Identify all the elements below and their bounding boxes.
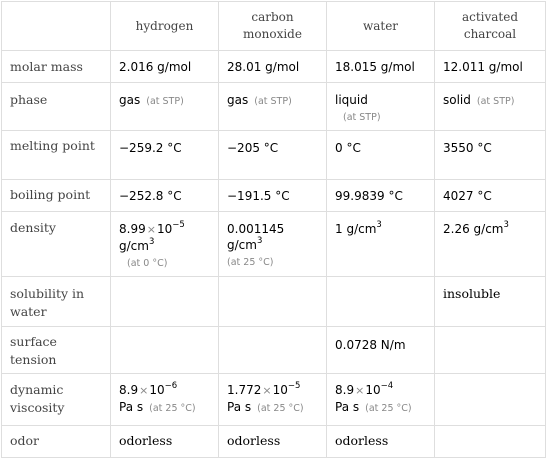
column-header-text: activated charcoal (461, 10, 519, 41)
cell-surface-tension-water: 0.0728 N/m (327, 327, 435, 374)
density-mantissa: 8.99 (119, 222, 146, 236)
density-unit: g/cm (346, 222, 377, 236)
phase-note: (at STP) (146, 96, 184, 107)
cell-surface-tension-hydrogen (111, 327, 219, 374)
column-header-hydrogen: hydrogen (111, 2, 219, 51)
table-row-melting-point (2, 131, 546, 180)
row-label-viscosity: dynamic viscosity (2, 374, 111, 426)
phase-note: (at STP) (254, 96, 292, 107)
viscosity-note: (at 25 °C) (257, 403, 304, 414)
viscosity-unit: Pa s (335, 400, 360, 414)
row-label-melting-point: melting point (2, 131, 111, 180)
density-unit-exponent: 3 (376, 220, 382, 230)
cell-phase-activated-charcoal (435, 83, 546, 131)
phase-value: solid (443, 93, 471, 107)
row-label-molar-mass: molar mass (2, 51, 111, 83)
density-note: (at 0 °C) (127, 258, 168, 269)
cell-boiling-point-carbon-monoxide: −191.5 °C (219, 180, 327, 212)
cell-molar-mass-water: 18.015 g/mol (327, 51, 435, 83)
density-exponent: −5 (172, 220, 185, 230)
row-label-density: density (2, 212, 111, 277)
viscosity-exponent: −5 (287, 381, 301, 391)
corner-cell (2, 2, 111, 51)
cell-surface-tension-carbon-monoxide (219, 327, 327, 374)
row-label-odor: odor (2, 426, 111, 458)
table-row-viscosity (2, 374, 546, 426)
cell-melting-point-hydrogen: −259.2 °C (111, 131, 219, 180)
table-row-surface-tension (2, 327, 546, 374)
cell-boiling-point-activated-charcoal: 4027 °C (435, 180, 546, 212)
cell-boiling-point-hydrogen: −252.8 °C (111, 180, 219, 212)
density-unit-exponent: 3 (148, 237, 155, 247)
viscosity-base: 10 (149, 383, 165, 397)
odor-value: odorless (335, 433, 389, 448)
cell-viscosity-water (327, 374, 435, 426)
cell-melting-point-carbon-monoxide: −205 °C (219, 131, 327, 180)
density-base: 10 (156, 222, 173, 236)
column-header-text: carbon monoxide (243, 10, 302, 41)
viscosity-unit: Pa s (119, 400, 144, 414)
cell-molar-mass-hydrogen: 2.016 g/mol (111, 51, 219, 83)
cell-odor-hydrogen (111, 426, 219, 458)
phase-value: gas (227, 93, 249, 107)
properties-table (1, 1, 546, 458)
table-row-boiling-point (2, 180, 546, 212)
odor-value: odorless (227, 433, 281, 448)
density-mantissa: 0.001145 (227, 222, 285, 236)
table-row-odor (2, 426, 546, 458)
viscosity-mantissa: 1.772 (227, 383, 262, 397)
cell-surface-tension-activated-charcoal (435, 327, 546, 374)
cell-density-carbon-monoxide (219, 212, 327, 277)
cell-phase-carbon-monoxide (219, 83, 327, 131)
cell-viscosity-carbon-monoxide (219, 374, 327, 426)
density-note: (at 25 °C) (227, 257, 274, 268)
solubility-value: insoluble (443, 286, 501, 301)
column-header-water: water (327, 2, 435, 51)
cell-odor-water (327, 426, 435, 458)
times-sign: × (146, 223, 156, 236)
cell-density-hydrogen (111, 212, 219, 277)
density-unit-exponent: 3 (503, 220, 509, 230)
viscosity-note: (at 25 °C) (365, 403, 412, 414)
viscosity-mantissa: 8.9 (335, 383, 355, 397)
cell-melting-point-water: 0 °C (327, 131, 435, 180)
cell-odor-activated-charcoal (435, 426, 546, 458)
table-row-solubility (2, 277, 546, 327)
odor-value: odorless (119, 433, 173, 448)
cell-melting-point-activated-charcoal: 3550 °C (435, 131, 546, 180)
viscosity-exponent: −4 (380, 381, 394, 391)
phase-value: liquid (335, 93, 368, 107)
cell-phase-water (327, 83, 435, 131)
table-row-molar-mass (2, 51, 546, 83)
cell-molar-mass-carbon-monoxide: 28.01 g/mol (219, 51, 327, 83)
density-unit-exponent: 3 (256, 236, 263, 246)
cell-solubility-activated-charcoal (435, 277, 546, 327)
phase-value: gas (119, 93, 141, 107)
viscosity-unit: Pa s (227, 400, 252, 414)
cell-density-activated-charcoal (435, 212, 546, 277)
viscosity-base: 10 (365, 383, 381, 397)
row-label-solubility: solubility in water (2, 277, 111, 327)
times-sign: × (139, 384, 149, 397)
density-mantissa: 1 (335, 222, 343, 236)
phase-note: (at STP) (343, 112, 381, 123)
cell-solubility-carbon-monoxide (219, 277, 327, 327)
row-label-boiling-point: boiling point (2, 180, 111, 212)
density-unit: g/cm (473, 222, 504, 236)
viscosity-base: 10 (272, 383, 288, 397)
header-row (2, 2, 546, 51)
cell-boiling-point-water: 99.9839 °C (327, 180, 435, 212)
cell-viscosity-hydrogen (111, 374, 219, 426)
density-unit: g/cm (119, 239, 149, 253)
times-sign: × (355, 384, 365, 397)
viscosity-note: (at 25 °C) (149, 403, 196, 414)
column-header-carbon-monoxide (219, 2, 327, 51)
cell-odor-carbon-monoxide (219, 426, 327, 458)
times-sign: × (262, 384, 272, 397)
row-label-phase: phase (2, 83, 111, 131)
phase-note: (at STP) (476, 96, 515, 107)
cell-solubility-hydrogen (111, 277, 219, 327)
viscosity-mantissa: 8.9 (119, 383, 139, 397)
density-mantissa: 2.26 (443, 222, 470, 236)
table-row-density (2, 212, 546, 277)
density-unit: g/cm (227, 238, 257, 252)
cell-density-water (327, 212, 435, 277)
column-header-activated-charcoal (435, 2, 546, 51)
table-row-phase (2, 83, 546, 131)
cell-phase-hydrogen (111, 83, 219, 131)
row-label-surface-tension: surface tension (2, 327, 111, 374)
cell-solubility-water (327, 277, 435, 327)
cell-viscosity-activated-charcoal (435, 374, 546, 426)
viscosity-exponent: −6 (164, 381, 178, 391)
cell-molar-mass-activated-charcoal: 12.011 g/mol (435, 51, 546, 83)
